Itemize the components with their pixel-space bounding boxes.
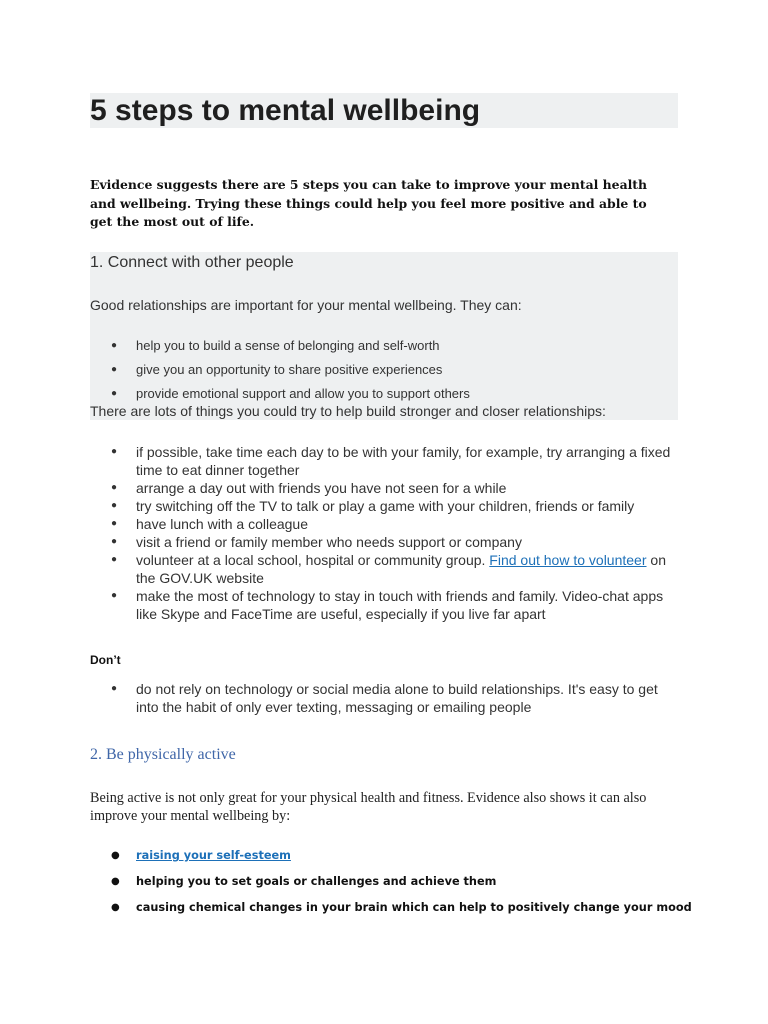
list-item: ● do not rely on technology or social media alone to build relationships. It's easy to get into the habit of only ever texting, messaging or emailing people — [111, 681, 658, 715]
list-item: ● if possible, take time each day to be with your family, for example, try arranging a fixed time to eat dinner together — [111, 444, 671, 478]
active-benefits-list — [110, 848, 692, 926]
list-item: ● give you an opportunity to share positive experiences — [111, 362, 443, 377]
list-item: ● try switching off the TV to talk or play a game with your children, friends or family — [111, 498, 635, 514]
relationship-ideas-list — [110, 443, 680, 623]
bullet-icon: ● — [111, 590, 118, 601]
page-title: 5 steps to mental wellbeing — [90, 94, 481, 127]
bullet-icon: ● — [111, 902, 120, 913]
bullet-icon: ● — [111, 683, 118, 694]
section-heading-active: 2. Be physically active — [90, 746, 236, 763]
section-heading-connect: 1. Connect with other people — [90, 254, 294, 271]
dont-list — [110, 680, 680, 716]
list-item: ● provide emotional support and allow you to support others — [111, 386, 470, 401]
bullet-icon: ● — [111, 536, 118, 547]
dont-label: Don’t — [90, 653, 121, 667]
list-item: ● have lunch with a colleague — [111, 516, 309, 532]
active-lead-paragraph: Being active is not only great for your physical health and fitness. Evidence also shows it can also improve your mental wellbeing by: — [90, 790, 647, 824]
bullet-icon: ● — [111, 518, 118, 529]
list-item: ● visit a friend or family member who needs support or company — [111, 534, 522, 550]
list-item: ● helping you to set goals or challenges and achieve them — [111, 875, 497, 888]
list-item: ● help you to build a sense of belonging and self-worth — [111, 338, 440, 353]
volunteer-link[interactable]: Find out how to volunteer — [489, 552, 647, 568]
bullet-icon: ● — [111, 388, 118, 399]
list-item: ● volunteer at a local school, hospital or community group. Find out how to volunteer on the GOV.UK website — [111, 552, 666, 586]
bullet-icon: ● — [111, 876, 120, 887]
connect-try-paragraph: There are lots of things you could try to help build stronger and closer relationships: — [90, 403, 606, 419]
bullet-icon: ● — [111, 500, 118, 511]
bullet-icon: ● — [111, 850, 120, 861]
bullet-icon: ● — [111, 340, 118, 351]
connect-lead-paragraph: Good relationships are important for your mental wellbeing. They can: — [90, 297, 522, 313]
bullet-icon: ● — [111, 482, 118, 493]
self-esteem-link[interactable]: raising your self-esteem — [136, 849, 291, 862]
list-item: ● make the most of technology to stay in touch with friends and family. Video-chat apps like Skype and FaceTime are useful, especially if you live far apart — [111, 588, 664, 622]
intro-paragraph: Evidence suggests there are 5 steps you can take to improve your mental health and wellbeing. Trying these things could help you feel more positive and able to get the most out of life. — [90, 177, 648, 229]
list-item: ● arrange a day out with friends you have not seen for a while — [111, 480, 507, 496]
list-item: ● causing chemical changes in your brain which can help to positively change your mood — [111, 901, 692, 914]
bullet-icon: ● — [111, 446, 118, 457]
bullet-icon: ● — [111, 364, 118, 375]
bullet-icon: ● — [111, 554, 118, 565]
list-item — [110, 848, 680, 874]
benefits-list — [110, 338, 680, 410]
